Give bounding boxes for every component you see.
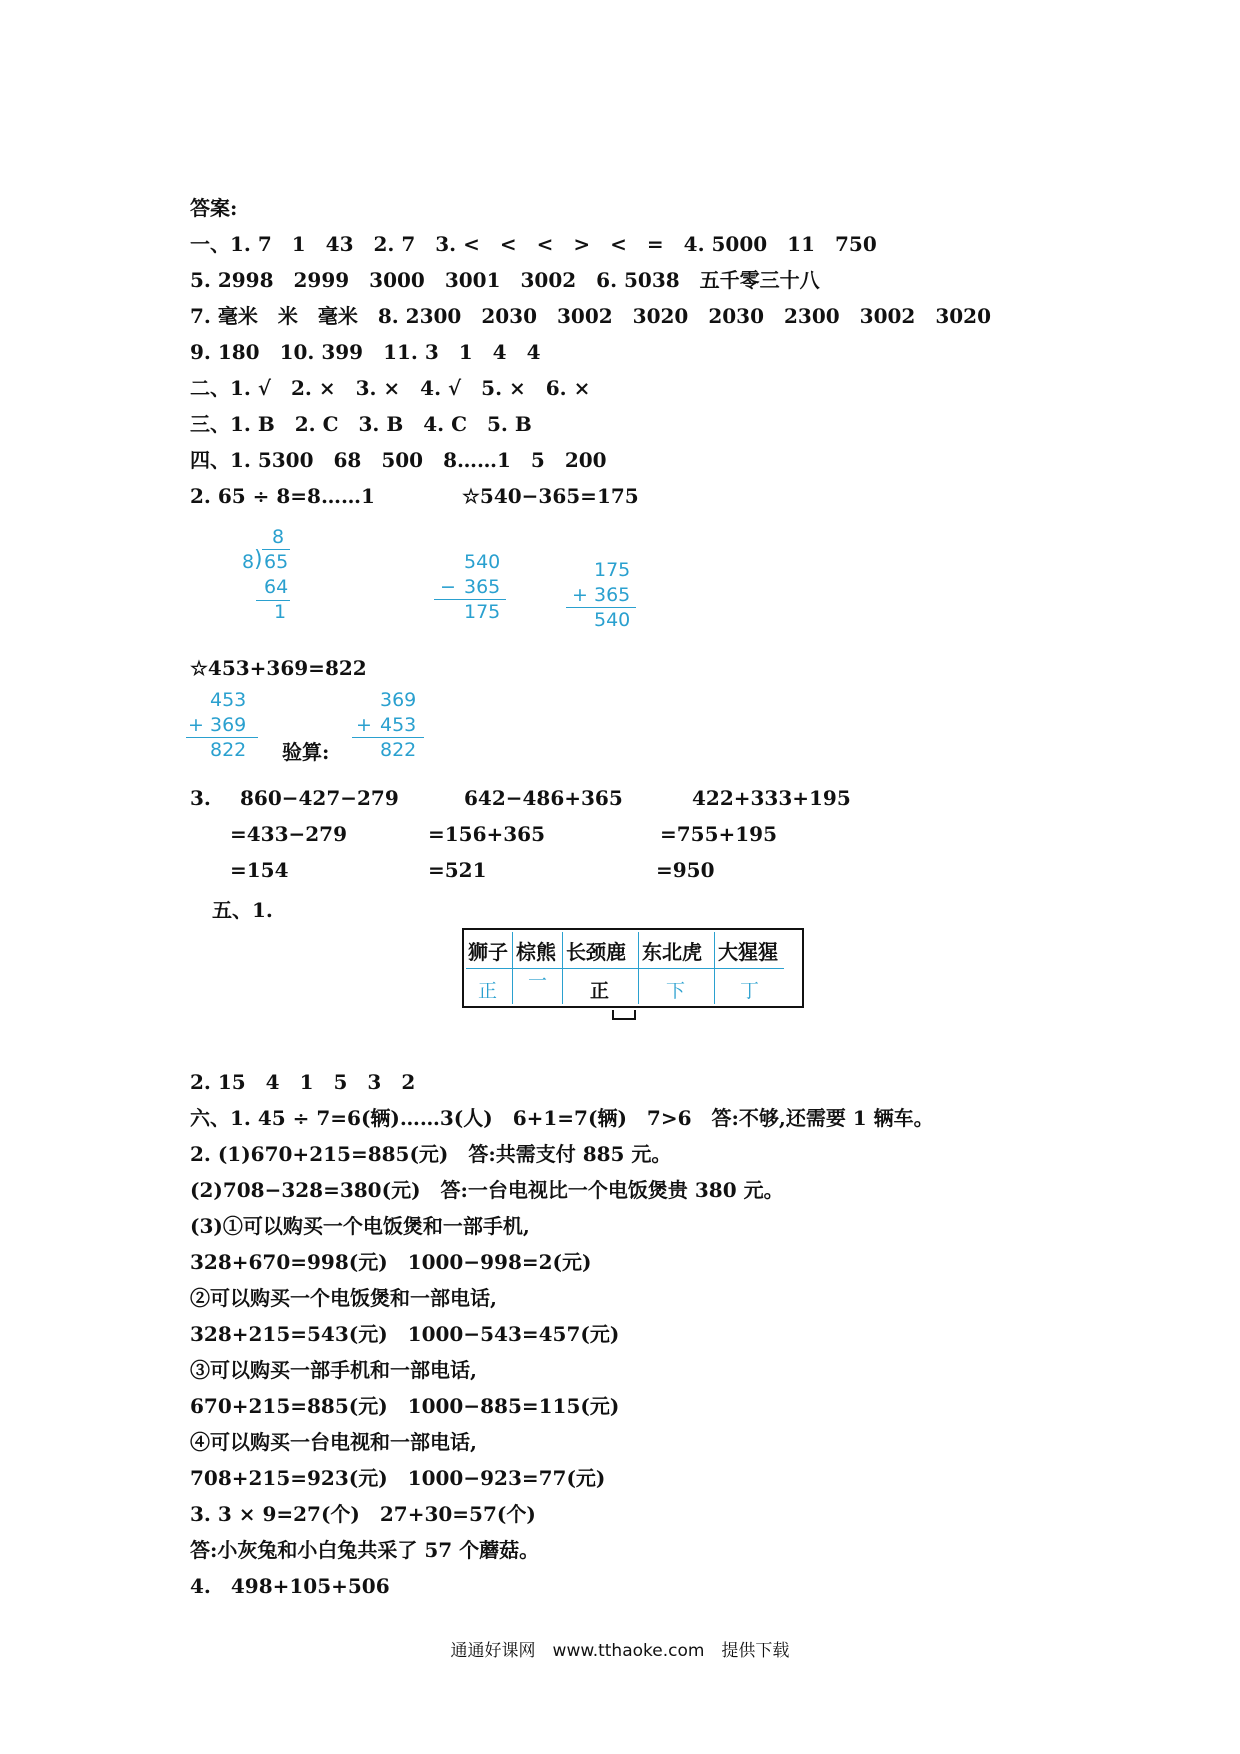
q3-col3-line2: =755+195 bbox=[660, 822, 778, 846]
sub-bottom: 365 bbox=[464, 576, 501, 598]
tally-giraffe: 正 bbox=[590, 980, 610, 1002]
check-rule bbox=[566, 607, 636, 608]
sub-top: 540 bbox=[464, 551, 501, 573]
sec6-q2-3-c-calc: 670+215=885(元) 1000−885=115(元) bbox=[190, 1394, 620, 1418]
div-bracket: ) bbox=[254, 547, 263, 572]
sec6-q2-3-a-calc: 328+670=998(元) 1000−998=2(元) bbox=[190, 1250, 592, 1274]
sec6-q2-3-d: ④可以购买一台电视和一部电话, bbox=[190, 1430, 477, 1454]
table-header-tiger: 东北虎 bbox=[642, 940, 702, 964]
div-remainder: 1 bbox=[274, 601, 287, 623]
table-header-lion: 狮子 bbox=[468, 940, 508, 964]
verify-operator: + bbox=[356, 714, 372, 736]
sec6-q4: 4. 498+105+506 bbox=[190, 1574, 390, 1598]
table-col-divider bbox=[562, 932, 563, 1004]
sec6-q2-3-b: ②可以购买一个电饭煲和一部电话, bbox=[190, 1286, 497, 1310]
check-bottom: 365 bbox=[594, 584, 631, 606]
verify-top: 369 bbox=[380, 689, 417, 711]
table-header-giraffe: 长颈鹿 bbox=[566, 940, 626, 964]
tally-lion: 正 bbox=[478, 980, 498, 1002]
q3-col1-line2: =433−279 bbox=[230, 822, 348, 846]
tally-table bbox=[462, 928, 804, 1008]
sub-operator: − bbox=[440, 576, 456, 598]
q3-col2-line2: =156+365 bbox=[428, 822, 546, 846]
table-header-bear: 棕熊 bbox=[516, 940, 556, 964]
tally-gorilla: 丁 bbox=[740, 980, 760, 1002]
div-product: 64 bbox=[264, 576, 289, 598]
q2-subtraction: ☆540−365=175 bbox=[462, 484, 639, 508]
sec6-q1: 六、1. 45 ÷ 7=6(辆)……3(人) 6+1=7(辆) 7>6 答:不够,还需要 1 辆车。 bbox=[190, 1106, 934, 1130]
q3-label: 3. bbox=[190, 786, 211, 810]
sec6-q2-3-d-calc: 708+215=923(元) 1000−923=77(元) bbox=[190, 1466, 606, 1490]
verify-result: 822 bbox=[380, 739, 417, 761]
sec6-q3-answer: 答:小灰兔和小白兔共采了 57 个蘑菇。 bbox=[190, 1538, 540, 1562]
sec6-q2-3-a: (3)①可以购买一个电饭煲和一部手机, bbox=[190, 1214, 530, 1238]
tally-tiger: 下 bbox=[666, 980, 686, 1002]
q3-col3-line1: 422+333+195 bbox=[692, 786, 851, 810]
check-result: 540 bbox=[594, 609, 631, 631]
add-bottom: 369 bbox=[210, 714, 247, 736]
check-operator: + bbox=[572, 584, 588, 606]
answer-line-6: 三、1. B 2. C 3. B 4. C 5. B bbox=[190, 412, 532, 436]
q3-col3-line3: =950 bbox=[656, 858, 715, 882]
answer-line-1: 一、1. 7 1 43 2. 7 3. < < < > < = 4. 5000 11 750 bbox=[190, 232, 877, 256]
add-rule bbox=[186, 737, 258, 738]
div-quotient: 8 bbox=[272, 526, 285, 548]
q3-col2-line1: 642−486+365 bbox=[464, 786, 623, 810]
table-header-gorilla: 大猩猩 bbox=[718, 940, 778, 964]
page-footer: 通通好课网 www.tthaoke.com 提供下载 bbox=[450, 1641, 790, 1661]
answer-line-5: 二、1. √ 2. × 3. × 4. √ 5. × 6. × bbox=[190, 376, 591, 400]
sec6-q2-1: 2. (1)670+215=885(元) 答:共需支付 885 元。 bbox=[190, 1142, 672, 1166]
q2b-addition: ☆453+369=822 bbox=[190, 656, 367, 680]
div-bar bbox=[262, 549, 290, 550]
div-divisor: 8 bbox=[242, 551, 255, 573]
q3-col1-line1: 860−427−279 bbox=[240, 786, 399, 810]
sub-rule bbox=[434, 599, 506, 600]
verify-rule bbox=[352, 737, 424, 738]
answer-line-4: 9. 180 10. 399 11. 3 1 4 4 bbox=[190, 340, 541, 364]
q3-col2-line3: =521 bbox=[428, 858, 487, 882]
q2-division: 2. 65 ÷ 8=8……1 bbox=[190, 484, 375, 508]
add-operator: + bbox=[188, 714, 204, 736]
answer-line-3: 7. 毫米 米 毫米 8. 2300 2030 3002 3020 2030 2300 3002 3020 bbox=[190, 304, 991, 328]
answer-line-2: 5. 2998 2999 3000 3001 3002 6. 5038 五千零三十八 bbox=[190, 268, 820, 292]
sec6-q2-2: (2)708−328=380(元) 答:一台电视比一个电饭煲贵 380 元。 bbox=[190, 1178, 784, 1202]
verify-label: 验算: bbox=[282, 740, 330, 764]
div-dividend: 65 bbox=[264, 551, 289, 573]
verify-bottom: 453 bbox=[380, 714, 417, 736]
sec6-q2-3-c: ③可以购买一部手机和一部电话, bbox=[190, 1358, 477, 1382]
q3-col1-line3: =154 bbox=[230, 858, 289, 882]
section5-label: 五、1. bbox=[212, 898, 273, 922]
add-top: 453 bbox=[210, 689, 247, 711]
table-col-divider bbox=[512, 932, 513, 1004]
table-col-divider bbox=[638, 932, 639, 1004]
add-result: 822 bbox=[210, 739, 247, 761]
sec6-q3: 3. 3 × 9=27(个) 27+30=57(个) bbox=[190, 1502, 536, 1526]
table-row-divider bbox=[466, 968, 784, 969]
sec5-q2: 2. 15 4 1 5 3 2 bbox=[190, 1070, 416, 1094]
sub-result: 175 bbox=[464, 601, 501, 623]
check-top: 175 bbox=[594, 559, 631, 581]
tally-bear: 一 bbox=[528, 970, 548, 992]
answer-title: 答案: bbox=[190, 196, 238, 220]
table-mark bbox=[612, 1010, 636, 1020]
sec6-q2-3-b-calc: 328+215=543(元) 1000−543=457(元) bbox=[190, 1322, 620, 1346]
table-col-divider bbox=[714, 932, 715, 1004]
answer-line-7: 四、1. 5300 68 500 8……1 5 200 bbox=[190, 448, 607, 472]
